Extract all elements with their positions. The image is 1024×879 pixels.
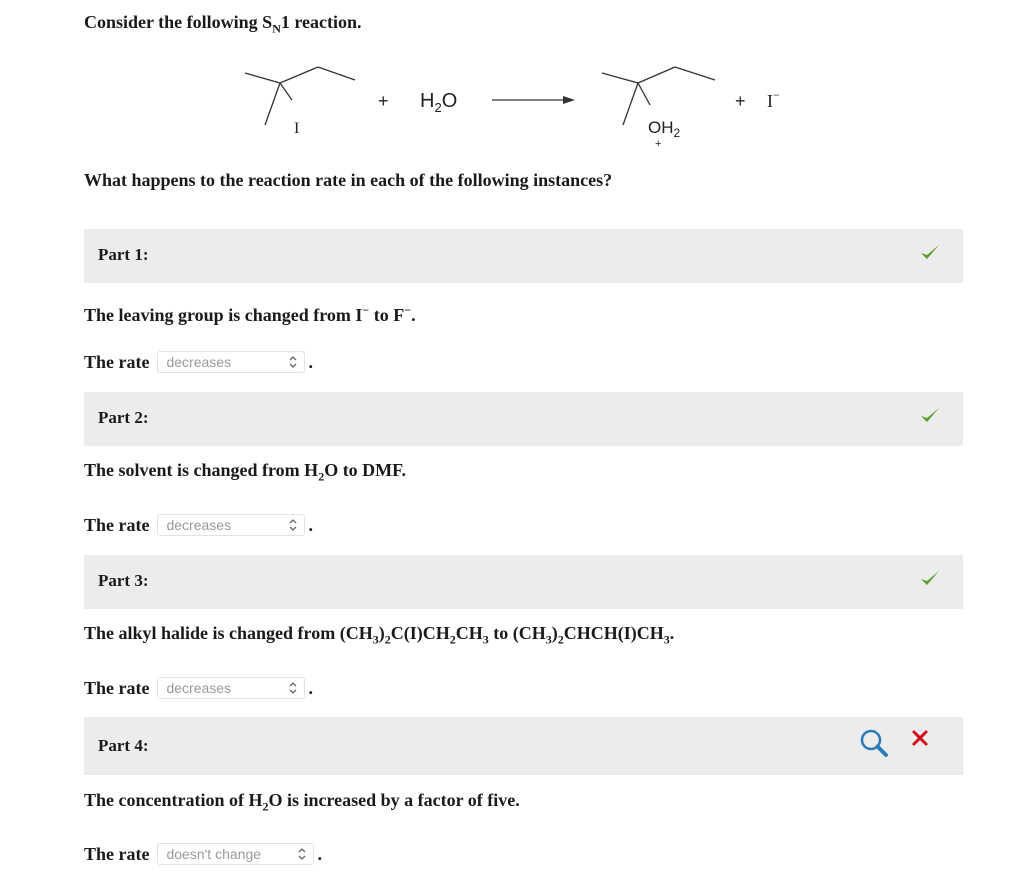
rate-label: The rate: [84, 843, 150, 864]
select-value: doesn't change: [166, 846, 262, 862]
water-formula: $H_2O$: [420, 90, 458, 115]
part-4-label: Part 4:: [98, 736, 149, 755]
period: .: [308, 351, 313, 372]
part-1-label: Part 1:: [98, 245, 149, 264]
part-3-statement: The alkyl halide is changed from $(CH_3)_2C(I)CH_2CH_3$ to $(CH_3)_2CHCH(I)CH_3$.: [84, 623, 675, 647]
part-1-statement: The leaving group is changed from I− to F−.: [84, 303, 416, 325]
rate-label: The rate: [84, 351, 150, 372]
product-skeleton: [602, 67, 715, 125]
chevron-up-down-icon: [288, 681, 298, 695]
part-3-rate-select[interactable]: [157, 677, 305, 699]
part-2-rate-row: [84, 512, 313, 538]
rate-label: The rate: [84, 677, 150, 698]
part-1-header: [84, 229, 963, 283]
plus-sign-2: +: [735, 91, 746, 111]
check-icon: [919, 567, 941, 589]
question-text: What happens to the reaction rate in each of the following instances?: [84, 170, 613, 190]
part-4-statement: The concentration of $H_2O$ is increased by a factor of five.: [84, 790, 520, 814]
reactant-skeleton: [245, 67, 355, 125]
part-2-rate-select[interactable]: [157, 514, 305, 536]
plus-sign-1: +: [378, 91, 389, 111]
product-charge: +: [655, 138, 662, 150]
part-4-rate-row: [84, 841, 322, 867]
select-value: decreases: [166, 354, 232, 370]
period: .: [317, 843, 322, 864]
part-3-label: Part 3:: [98, 571, 149, 590]
part-1-rate-select[interactable]: [157, 351, 305, 373]
reactant-iodine: I: [294, 120, 300, 137]
rate-label: The rate: [84, 514, 150, 535]
part-2-header: [84, 392, 963, 446]
product-oxonium: $OH_2$: [648, 118, 681, 140]
period: .: [308, 677, 313, 698]
chevron-up-down-icon: [297, 847, 307, 861]
period: .: [308, 514, 313, 535]
part-2-statement: The solvent is changed from $H_2O$ to DMF.: [84, 460, 407, 484]
reaction-arrow: [492, 96, 575, 104]
check-icon: [919, 241, 941, 263]
select-value: decreases: [166, 680, 232, 696]
part-3-rate-row: [84, 675, 313, 701]
chevron-up-down-icon: [288, 518, 298, 532]
reaction-scheme: [230, 55, 830, 150]
magnifier-icon[interactable]: [858, 727, 890, 759]
wrong-x-icon: [911, 729, 929, 747]
chevron-up-down-icon: [288, 355, 298, 369]
part-4-rate-select[interactable]: [157, 843, 314, 865]
check-icon: [919, 404, 941, 426]
iodide-ion: I−: [767, 88, 780, 111]
part-1-rate-row: [84, 349, 313, 375]
part-2-label: Part 2:: [98, 408, 149, 427]
select-value: decreases: [166, 517, 232, 533]
part-4-header: [84, 717, 963, 775]
problem-heading: Consider the following $S_N1$ reaction.: [84, 12, 362, 36]
part-3-header: [84, 555, 963, 609]
